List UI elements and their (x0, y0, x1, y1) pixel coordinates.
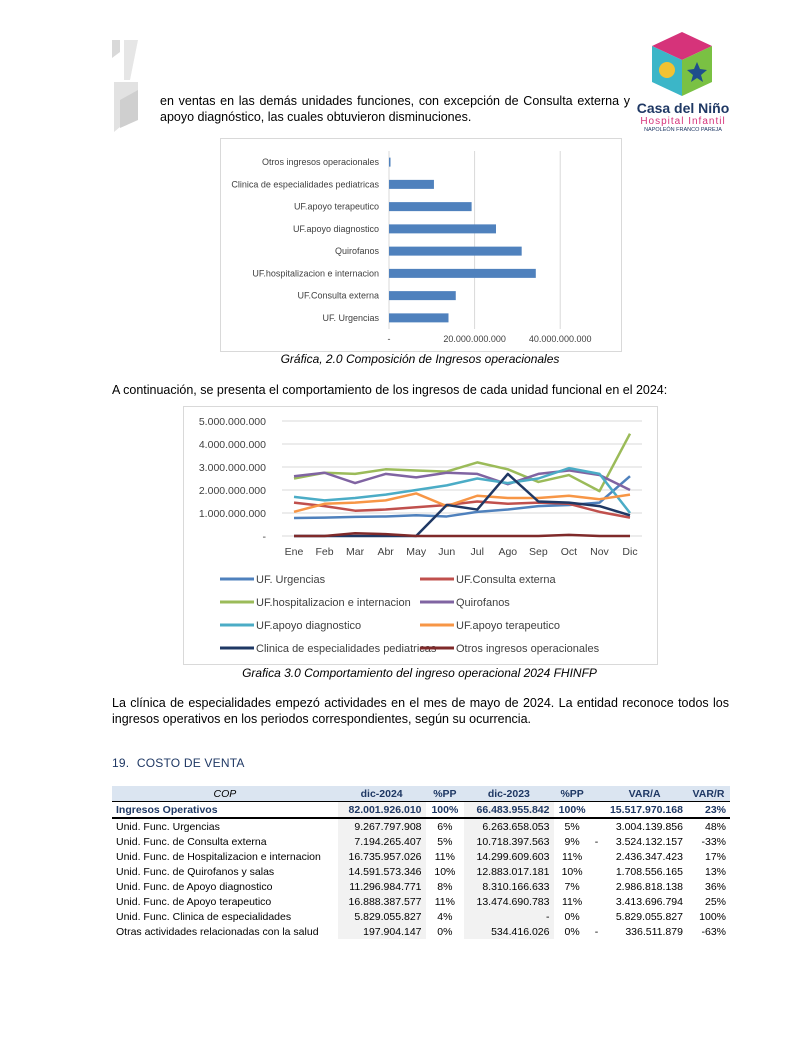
bar-category-label: UF.apoyo terapeutico (293, 201, 379, 212)
bar-x-tick-label: 20.000.000.000 (443, 334, 506, 344)
row-varr: -33% (701, 835, 726, 848)
row-var-sign (591, 849, 603, 864)
row-var-sign: - (594, 925, 599, 938)
row-dic2023: 13.474.690.783 (464, 894, 553, 909)
table-row (112, 818, 730, 834)
row-pp1: 11% (434, 850, 455, 863)
bar-chart-frame (220, 138, 622, 352)
row-varr: 100% (699, 910, 726, 923)
row-vara: 2.986.818.138 (615, 880, 683, 893)
total-dic2024: 82.001.926.010 (338, 802, 426, 819)
logo-circle (659, 62, 675, 78)
row-var-sign (591, 879, 603, 894)
bar-category-label: Quirofanos (334, 246, 379, 257)
header-cop: COP (112, 786, 338, 802)
row-dic2023: 6.263.658.053 (464, 818, 553, 834)
row-var-sign (591, 818, 603, 834)
line-x-tick-label: Dic (622, 546, 638, 558)
row-pp2: 9% (564, 835, 580, 848)
line-x-tick-label: Mar (346, 546, 365, 558)
row-var-sign: - (594, 835, 599, 848)
row-dic2023: 534.416.026 (464, 924, 553, 939)
logo-name: Casa del Niño (636, 100, 730, 116)
header-dic2023: dic-2023 (464, 786, 553, 802)
row-dic2023: 8.310.166.633 (464, 879, 553, 894)
row-pp1: 0% (437, 925, 453, 938)
row-dic2024: 9.267.797.908 (338, 818, 426, 834)
line-y-tick-label: 3.000.000.000 (198, 462, 266, 474)
row-pp2: 10% (561, 865, 583, 878)
bar-category-label: UF.apoyo diagnostico (292, 223, 379, 234)
bar (389, 269, 536, 278)
line-x-tick-label: Jul (470, 546, 484, 558)
row-dic2024: 5.829.055.827 (338, 909, 426, 924)
total-label: Ingresos Operativos (112, 802, 338, 819)
row-dic2024: 14.591.573.346 (338, 864, 426, 879)
row-pp2: 0% (564, 910, 580, 923)
row-label: Unid. Func. de Apoyo terapeutico (116, 895, 272, 908)
line-y-tick-label: 2.000.000.000 (198, 485, 266, 497)
decorative-watermark (110, 40, 142, 135)
legend-label: UF.Consulta externa (456, 574, 556, 586)
total-pp2: 100% (554, 802, 591, 819)
total-var-sign (591, 802, 603, 819)
legend-label: UF.apoyo diagnostico (256, 620, 362, 632)
line-x-tick-label: Jun (438, 546, 456, 558)
row-dic2024: 16.735.957.026 (338, 849, 426, 864)
row-pp1: 8% (437, 880, 453, 893)
row-pp2: 11% (561, 850, 583, 863)
bar-chart (221, 139, 621, 351)
legend-label: Otros ingresos operacionales (456, 643, 600, 655)
row-vara: 336.511.879 (625, 925, 683, 938)
table-header-row (112, 786, 730, 802)
table-row (112, 879, 730, 894)
table-row (112, 849, 730, 864)
row-var-sign (591, 894, 603, 909)
bar-category-label: Clinica de especialidades pediatricas (231, 179, 379, 190)
row-pp2: 7% (564, 880, 580, 893)
row-pp2: 11% (561, 895, 583, 908)
row-label: Unid. Func. Urgencias (116, 820, 220, 833)
section-heading (112, 756, 245, 770)
row-var-sign (591, 909, 603, 924)
header-vara: VAR/A (602, 786, 687, 802)
table-total-row (112, 802, 730, 819)
row-pp1: 11% (434, 895, 455, 908)
cost-table (112, 786, 730, 939)
bar-x-tick-label: - (387, 334, 391, 344)
bar (389, 291, 456, 300)
row-pp2: 5% (564, 820, 580, 833)
legend-label: UF.apoyo terapeutico (456, 620, 560, 632)
bar-x-tick-label: 40.000.000.000 (528, 334, 592, 344)
row-varr: 36% (704, 880, 726, 893)
line-chart-intro: A continuación, se presenta el comportamiento de los ingresos de cada unidad funcional en el 2024: (112, 383, 668, 397)
line-y-tick-label: 1.000.000.000 (198, 508, 266, 520)
row-vara: 3.413.696.794 (615, 895, 683, 908)
legend-label: UF. Urgencias (256, 574, 326, 586)
bar (389, 202, 472, 211)
row-dic2023: 14.299.609.603 (464, 849, 553, 864)
row-dic2024: 7.194.265.407 (338, 834, 426, 849)
clinic-paragraph: La clínica de especialidades empezó actividades en el mes de mayo de 2024. La entidad reconoce todos los ingresos operativos en los periodos correspondientes, según su ocurrencia. (112, 696, 729, 726)
line-x-tick-label: Nov (590, 546, 609, 558)
line-y-tick-label: 4.000.000.000 (198, 439, 266, 451)
row-vara: 1.708.556.165 (615, 865, 683, 878)
hospital-logo (636, 28, 730, 136)
row-dic2023: 12.883.017.181 (464, 864, 553, 879)
row-dic2024: 11.296.984.771 (338, 879, 426, 894)
table-row (112, 924, 730, 939)
row-pp1: 5% (437, 835, 453, 848)
header-pp2: %PP (554, 786, 591, 802)
line-chart-frame (183, 406, 658, 665)
table-row (112, 864, 730, 879)
row-label: Unid. Func. de Apoyo diagnostico (116, 880, 273, 893)
line-x-tick-label: Ene (284, 546, 304, 558)
line-chart (184, 407, 657, 664)
row-pp1: 6% (437, 820, 453, 833)
row-pp1: 10% (434, 865, 456, 878)
header-pp1: %PP (426, 786, 465, 802)
row-label: Unid. Func. Clinica de especialidades (116, 910, 292, 923)
line-y-tick-label: 5.000.000.000 (198, 416, 266, 428)
bar-category-label: Otros ingresos operacionales (261, 157, 379, 168)
line-x-tick-label: Ago (498, 546, 518, 558)
row-dic2023: - (464, 909, 553, 924)
legend-label: Clinica de especialidades pediatricas (256, 643, 437, 655)
row-label: Otras actividades relacionadas con la salud (116, 925, 319, 938)
line-y-tick-label: - (262, 531, 266, 543)
logo-cube-icon (646, 28, 740, 100)
bar (389, 313, 448, 322)
row-vara: 2.436.347.423 (615, 850, 683, 863)
bar-category-label: UF.hospitalizacion e internacion (252, 268, 379, 279)
bar (389, 158, 391, 167)
header-varr: VAR/R (687, 786, 730, 802)
line-chart-caption: Grafica 3.0 Comportamiento del ingreso operacional 2024 FHINFP (242, 666, 597, 680)
bar (389, 224, 496, 233)
table-row (112, 834, 730, 849)
total-dic2023: 66.483.955.842 (464, 802, 553, 819)
line-x-tick-label: Abr (377, 546, 394, 558)
row-varr: 25% (704, 895, 726, 908)
total-pp1: 100% (426, 802, 465, 819)
row-label: Unid. Func. de Consulta externa (116, 835, 267, 848)
row-vara: 3.004.139.856 (615, 820, 683, 833)
row-pp1: 4% (437, 910, 453, 923)
bar-category-label: UF.Consulta externa (297, 290, 379, 301)
total-varr: 23% (687, 802, 730, 819)
row-label: Unid. Func. de Quirofanos y salas (116, 865, 275, 878)
line-x-tick-label: May (406, 546, 427, 558)
row-dic2024: 197.904.147 (338, 924, 426, 939)
bar (389, 247, 522, 256)
row-varr: 48% (704, 820, 726, 833)
section-title: COSTO DE VENTA (136, 756, 245, 770)
total-vara: 15.517.970.168 (602, 802, 687, 819)
row-label: Unid. Func. de Hospitalizacion e internacion (116, 850, 321, 863)
table-row (112, 909, 730, 924)
row-vara: 3.524.132.157 (615, 835, 683, 848)
header-dic2024: dic-2024 (338, 786, 426, 802)
intro-paragraph: en ventas en las demás unidades funciones, con excepción de Consulta externa y apoyo diagnóstico, las cuales obtuvieron disminuciones. (160, 94, 630, 124)
line-x-tick-label: Feb (315, 546, 334, 558)
line-x-tick-label: Oct (560, 546, 578, 558)
row-varr: 17% (704, 850, 726, 863)
row-dic2024: 16.888.387.577 (338, 894, 426, 909)
section-number: 19. (112, 756, 130, 770)
table-row (112, 894, 730, 909)
row-varr: -63% (701, 925, 726, 938)
row-pp2: 0% (564, 925, 580, 938)
bar (389, 180, 434, 189)
logo-tagline: NAPOLEÓN FRANCO PAREJA (644, 127, 722, 133)
row-varr: 13% (704, 865, 726, 878)
row-dic2023: 10.718.397.563 (464, 834, 553, 849)
legend-label: UF.hospitalizacion e internacion (256, 597, 411, 609)
logo-subtitle: Hospital Infantil (640, 116, 726, 127)
line-x-tick-label: Sep (529, 546, 548, 558)
row-vara: 5.829.055.827 (615, 910, 683, 923)
bar-chart-caption: Gráfica, 2.0 Composición de Ingresos operacionales (280, 352, 560, 366)
legend-label: Quirofanos (456, 597, 510, 609)
row-var-sign (591, 864, 603, 879)
bar-category-label: UF. Urgencias (322, 312, 379, 323)
